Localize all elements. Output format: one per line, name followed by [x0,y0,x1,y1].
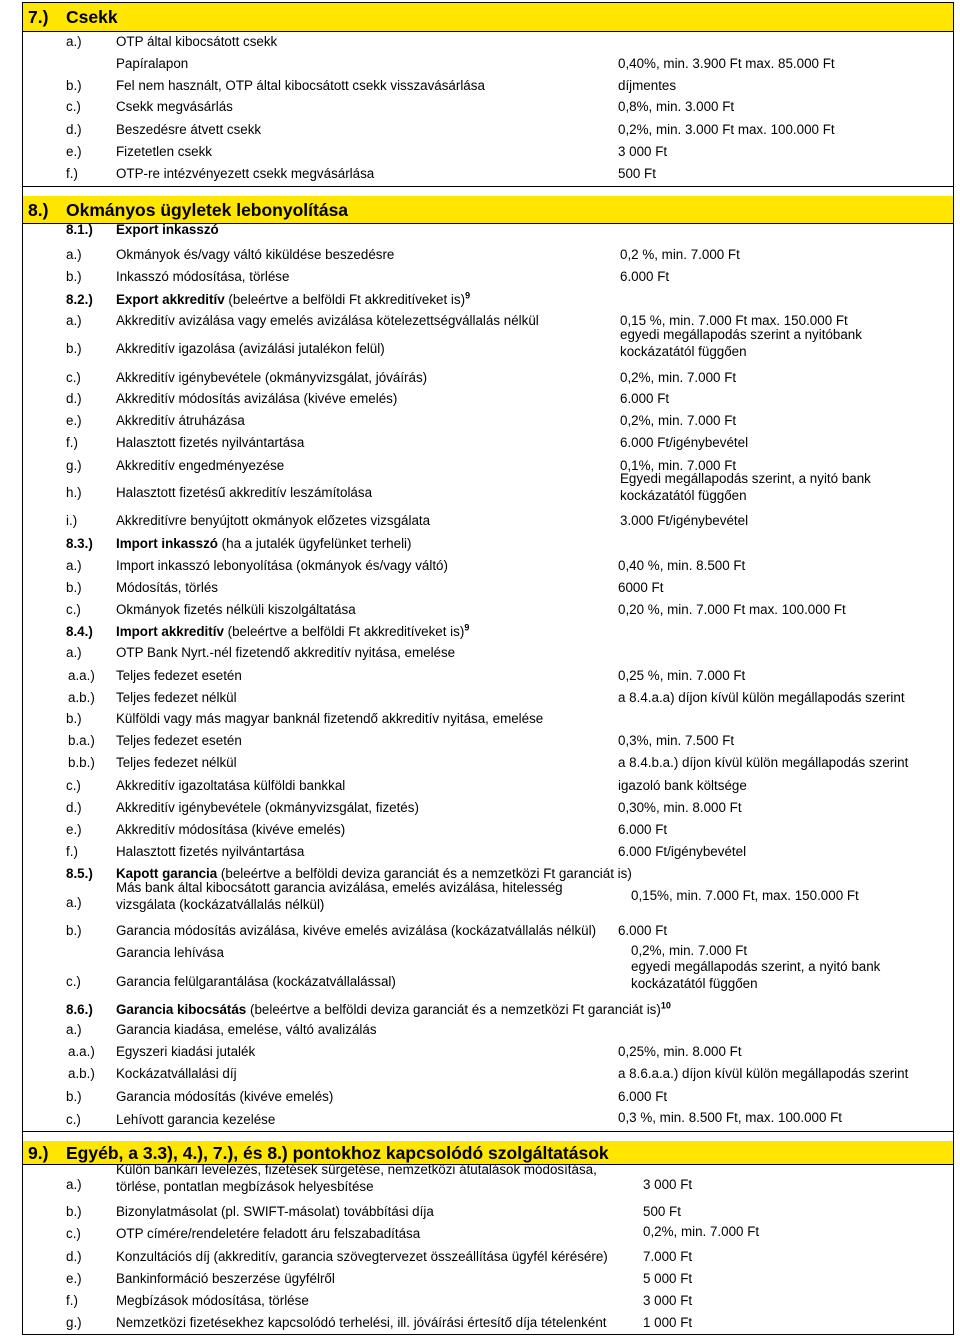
row-fee: 6.000 Ft [618,822,668,837]
row-description [116,668,242,683]
row-index: e.) [66,413,82,428]
row-index: b.) [66,1204,82,1219]
row-index: 8.3.) [66,536,93,551]
row-index: a.) [66,313,82,328]
row-fee: egyedi megállapodás szerint, a nyitó bank [631,959,881,974]
row-fee-line2: kockázatától függően [620,488,747,503]
description-text: Bankinformáció beszerzése ügyfélről [116,1271,335,1286]
row-index: d.) [66,122,82,137]
row-index: f.) [66,435,78,450]
row-index: f.) [66,1293,78,1308]
row-index: b.) [66,1089,82,1104]
description-text: Akkreditív engedményezése [116,458,285,473]
row-index: a.b.) [68,1066,95,1081]
description-text: OTP-re intézvényezett csekk megvásárlása [116,166,375,181]
footnote-ref: 9 [465,290,471,301]
row-fee: 0,25 %, min. 7.000 Ft [618,668,746,683]
row-fee: 500 Ft [618,166,656,181]
row-index: b.a.) [68,733,95,748]
row-description [116,822,345,837]
row-index: c.) [66,778,81,793]
description-text: Beszedésre átvett csekk [116,122,262,137]
row-description [116,370,427,385]
description-text: Lehívott garancia kezelése [116,1112,276,1127]
footnote-ref: 9 [464,622,470,633]
description-text: Akkreditív módosítása (kivéve emelés) [116,822,346,837]
row-fee: 0,30%, min. 8.000 Ft [618,800,742,815]
description-text: Teljes fedezet nélkül [116,690,237,705]
row-description [116,755,237,770]
description-text: Garancia lehívása [116,945,224,960]
row-divider [22,186,954,187]
row-index: a.a.) [68,1044,95,1059]
row-fee: 0,2%, min. 7.000 Ft [620,413,737,428]
row-description [116,866,632,881]
description-text: Módosítás, törlés [116,580,218,595]
section-title: Okmányos ügyletek lebonyolítása [66,199,349,220]
description-text: Konzultációs díj (akkreditív, garancia szövegtervezet összeállítása ügyfél kérésére) [116,1249,608,1264]
row-fee: Egyedi megállapodás szerint, a nyitó bank [620,471,871,486]
description-text: Akkreditív igénybevétele (okmányvizsgálat, jóváírás) [116,370,428,385]
row-fee: 6.000 Ft [620,269,670,284]
row-fee: igazoló bank költsége [618,778,747,793]
row-index: g.) [66,458,82,473]
row-description-line2: törlése, pontatlan megbízások helyesbítése [116,1179,374,1194]
row-index: b.) [66,580,82,595]
row-fee: 0,2 %, min. 7.000 Ft [620,247,740,262]
row-fee: 5 000 Ft [643,1271,693,1286]
row-index: 8.4.) [66,624,93,639]
row-description [116,166,374,181]
description-note: (beleértve a belföldi Ft akkreditíveket is) [224,292,466,307]
description-text: Akkreditív avizálása vagy emelés avizálása kötelezettségvállalás nélkül [116,313,539,328]
row-description [116,923,596,938]
description-text: Garancia kiadása, emelése, váltó avalizálás [116,1022,377,1037]
row-description [116,78,485,93]
footnote-ref: 10 [660,1000,671,1011]
row-divider [22,1131,954,1132]
description-text: Okmányok fizetés nélküli kiszolgáltatása [116,602,356,617]
row-description [116,513,430,528]
row-description [116,645,455,660]
row-fee: a 8.4.b.a.) díjon kívül külön megállapodás szerint [618,755,909,770]
row-fee: 6.000 Ft/igénybevétel [620,435,749,450]
description-text: Export inkasszó [116,222,219,237]
row-description [116,247,394,262]
row-fee: egyedi megállapodás szerint a nyitóbank [620,327,862,342]
row-index: e.) [66,822,82,837]
description-text: Export akkreditív [116,292,225,307]
row-description [116,34,277,49]
row-fee: 0,25%, min. 8.000 Ft [618,1044,742,1059]
row-description [116,1271,335,1286]
row-index: b.) [66,711,82,726]
row-description [116,1162,597,1177]
description-note: (beleértve a belföldi deviza garanciát és a nemzetközi Ft garanciát is) [246,1002,661,1017]
description-text: Inkasszó módosítása, törlése [116,269,290,284]
row-fee: 500 Ft [643,1204,681,1219]
row-fee-line2: kockázatától függően [631,976,758,991]
row-description [116,602,356,617]
description-text: Fel nem használt, OTP által kibocsátott csekk visszavásárlása [116,78,485,93]
row-fee: 0,3%, min. 7.500 Ft [618,733,735,748]
row-index: c.) [66,99,81,114]
row-fee: 1 000 Ft [643,1315,693,1330]
section-number: 9.) [28,1142,49,1163]
row-index: d.) [66,391,82,406]
row-fee: 6.000 Ft [620,391,670,406]
row-divider [22,31,954,32]
row-fee: 0,2%, min. 7.000 Ft [631,943,748,958]
description-text: Akkreditív igazoltatása külföldi bankkal [116,778,346,793]
description-text: Halasztott fizetés nyilvántartása [116,844,305,859]
row-fee: 7.000 Ft [643,1249,693,1264]
row-description [116,1293,309,1308]
row-description [116,341,385,356]
row-description [116,558,448,573]
section-header-s7 [23,3,953,31]
row-description [116,733,242,748]
row-fee: 3 000 Ft [643,1177,693,1192]
row-fee: 3.000 Ft/igénybevétel [620,513,749,528]
row-index: 8.5.) [66,866,93,881]
row-index: c.) [66,1112,81,1127]
row-index: f.) [66,166,78,181]
row-index: d.) [66,800,82,815]
row-index: 8.6.) [66,1002,93,1017]
row-index: h.) [66,485,82,500]
row-index: 8.2.) [66,292,93,307]
row-index: a.a.) [68,668,95,683]
row-index: b.) [66,269,82,284]
row-fee: 0,2%, min. 3.000 Ft max. 100.000 Ft [618,122,835,137]
description-note: (ha a jutalék ügyfelünket terheli) [217,536,412,551]
description-text: Garancia módosítás avizálása, kivéve emelés avizálása (kockázatvállalás nélkül) [116,923,597,938]
row-description [116,458,284,473]
description-text: Akkreditív igazolása (avizálási jutalékon felül) [116,341,385,356]
description-text: Akkreditívre benyújtott okmányok előzetes vizsgálata [116,513,431,528]
description-text: OTP címére/rendeletére feladott áru felszabadítása [116,1226,421,1241]
row-fee: a 8.6.a.a.) díjon kívül külön megállapodás szerint [618,1066,909,1081]
description-text: Más bank által kibocsátott garancia avizálása, emelés avizálása, hitelesség [116,880,563,895]
description-text: Halasztott fizetés nyilvántartása [116,435,305,450]
description-text: Garancia felülgarantálása (kockázatvállalással) [116,974,396,989]
row-fee: 6.000 Ft [618,1089,668,1104]
row-description [116,435,304,450]
row-fee: 0,3 %, min. 8.500 Ft, max. 100.000 Ft [618,1110,843,1125]
description-text: Fizetetlen csekk [116,144,213,159]
row-index: a.) [66,645,82,660]
row-index: c.) [66,974,81,989]
row-description [116,485,372,500]
row-index: b.) [66,923,82,938]
row-fee: 0,40%, min. 3.900 Ft max. 85.000 Ft [618,56,835,71]
row-description [116,690,237,705]
row-index: e.) [66,144,82,159]
row-index: c.) [66,370,81,385]
description-text: Halasztott fizetésű akkreditív leszámítolása [116,485,373,500]
row-description [116,269,289,284]
row-index: a.) [66,558,82,573]
row-description [116,974,396,989]
row-index: b.) [66,78,82,93]
row-index: c.) [66,1226,81,1241]
row-fee: 0,15%, min. 7.000 Ft, max. 150.000 Ft [631,888,859,903]
description-text: Kapott garancia [116,866,218,881]
row-description [116,222,219,237]
description-text: Teljes fedezet esetén [116,733,242,748]
row-description [116,800,419,815]
section-number: 8.) [28,199,49,220]
row-index: e.) [66,1271,82,1286]
description-text: Külön bankári levelezés, fizetések sürgetése, nemzetközi átutalások módosítása, [116,1162,597,1177]
row-fee: 6.000 Ft [618,923,668,938]
row-description [116,144,212,159]
row-fee: 0,1%, min. 7.000 Ft [620,458,737,473]
row-index: a.) [66,895,82,910]
row-description [116,56,188,71]
row-description [116,1066,237,1081]
description-text: Egyszeri kiadási jutalék [116,1044,256,1059]
row-description [116,536,411,551]
description-text: Import akkreditív [116,624,224,639]
row-description [116,1315,607,1330]
row-description [116,1089,333,1104]
row-description [116,391,397,406]
description-text: Garancia módosítás (kivéve emelés) [116,1089,334,1104]
row-description [116,122,261,137]
description-text: Okmányok és/vagy váltó kiküldése beszedésre [116,247,395,262]
section-title: Egyéb, a 3.3), 4.), 7.), és 8.) pontokhoz kapcsolódó szolgáltatások [66,1142,609,1163]
row-index: i.) [66,513,78,528]
row-description [116,1249,608,1264]
row-index: c.) [66,602,81,617]
description-note: (beleértve a belföldi Ft akkreditíveket is) [223,624,465,639]
row-fee: 3 000 Ft [643,1293,693,1308]
row-index: a.) [66,1177,82,1192]
description-text: Megbízások módosítása, törlése [116,1293,309,1308]
row-description [116,778,345,793]
description-text: Akkreditív módosítás avizálása (kivéve emelés) [116,391,398,406]
row-description [116,880,563,895]
row-fee: díjmentes [618,78,677,93]
description-text: Nemzetközi fizetésekhez kapcsolódó terhelési, ill. jóváírási értesítő díja tételenként [116,1315,607,1330]
description-text: Papíralapon [116,56,189,71]
row-description [116,1002,671,1017]
row-fee: 3 000 Ft [618,144,668,159]
row-description [116,1204,434,1219]
row-fee: 6000 Ft [618,580,664,595]
description-text: OTP által kibocsátott csekk [116,34,278,49]
description-text: Teljes fedezet esetén [116,668,242,683]
row-description [116,1022,377,1037]
row-fee: 0,40 %, min. 8.500 Ft [618,558,746,573]
row-description [116,844,304,859]
row-fee: 0,8%, min. 3.000 Ft [618,99,735,114]
row-index: a.) [66,1022,82,1037]
row-description [116,413,245,428]
description-text: Import inkasszó [116,536,218,551]
row-fee: 6.000 Ft/igénybevétel [618,844,747,859]
section-title: Csekk [66,7,118,27]
description-text: Akkreditív igénybevétele (okmányvizsgálat, fizetés) [116,800,419,815]
row-description [116,313,539,328]
row-description [116,1112,275,1127]
section-number: 7.) [28,7,49,27]
description-text: Külföldi vagy más magyar banknál fizetendő akkreditív nyitása, emelése [116,711,544,726]
description-text: Teljes fedezet nélkül [116,755,237,770]
row-index: 8.1.) [66,222,93,237]
row-description [116,711,543,726]
row-description [116,1226,420,1241]
row-index: g.) [66,1315,82,1330]
description-text: Import inkasszó lebonyolítása (okmányok és/vagy váltó) [116,558,448,573]
row-description [116,292,470,307]
description-text: Akkreditív átruházása [116,413,245,428]
row-index: b.b.) [68,755,95,770]
description-text: Kockázatvállalási díj [116,1066,237,1081]
description-text: Garancia kibocsátás [116,1002,247,1017]
row-index: a.) [66,247,82,262]
row-fee: 0,2%, min. 7.000 Ft [620,370,737,385]
row-fee: 0,2%, min. 7.000 Ft [643,1224,760,1239]
description-text: Csekk megvásárlás [116,99,233,114]
row-index: b.) [66,341,82,356]
row-description [116,945,224,960]
row-index: a.b.) [68,690,95,705]
row-fee: 0,15 %, min. 7.000 Ft max. 150.000 Ft [620,313,848,328]
row-description [116,580,218,595]
row-description [116,1044,255,1059]
description-text: OTP Bank Nyrt.-nél fizetendő akkreditív nyitása, emelése [116,645,456,660]
row-index: a.) [66,34,82,49]
row-index: f.) [66,844,78,859]
row-description [116,624,469,639]
row-fee: 0,20 %, min. 7.000 Ft max. 100.000 Ft [618,602,846,617]
row-fee-line2: kockázatától függően [620,344,747,359]
row-description-line2: vizsgálata (kockázatvállalás nélkül) [116,897,325,912]
row-description [116,99,233,114]
description-note: (beleértve a belföldi deviza garanciát és a nemzetközi Ft garanciát is) [217,866,632,881]
row-index: d.) [66,1249,82,1264]
row-fee: a 8.4.a.a) díjon kívül külön megállapodás szerint [618,690,905,705]
description-text: Bizonylatmásolat (pl. SWIFT-másolat) továbbítási díja [116,1204,434,1219]
